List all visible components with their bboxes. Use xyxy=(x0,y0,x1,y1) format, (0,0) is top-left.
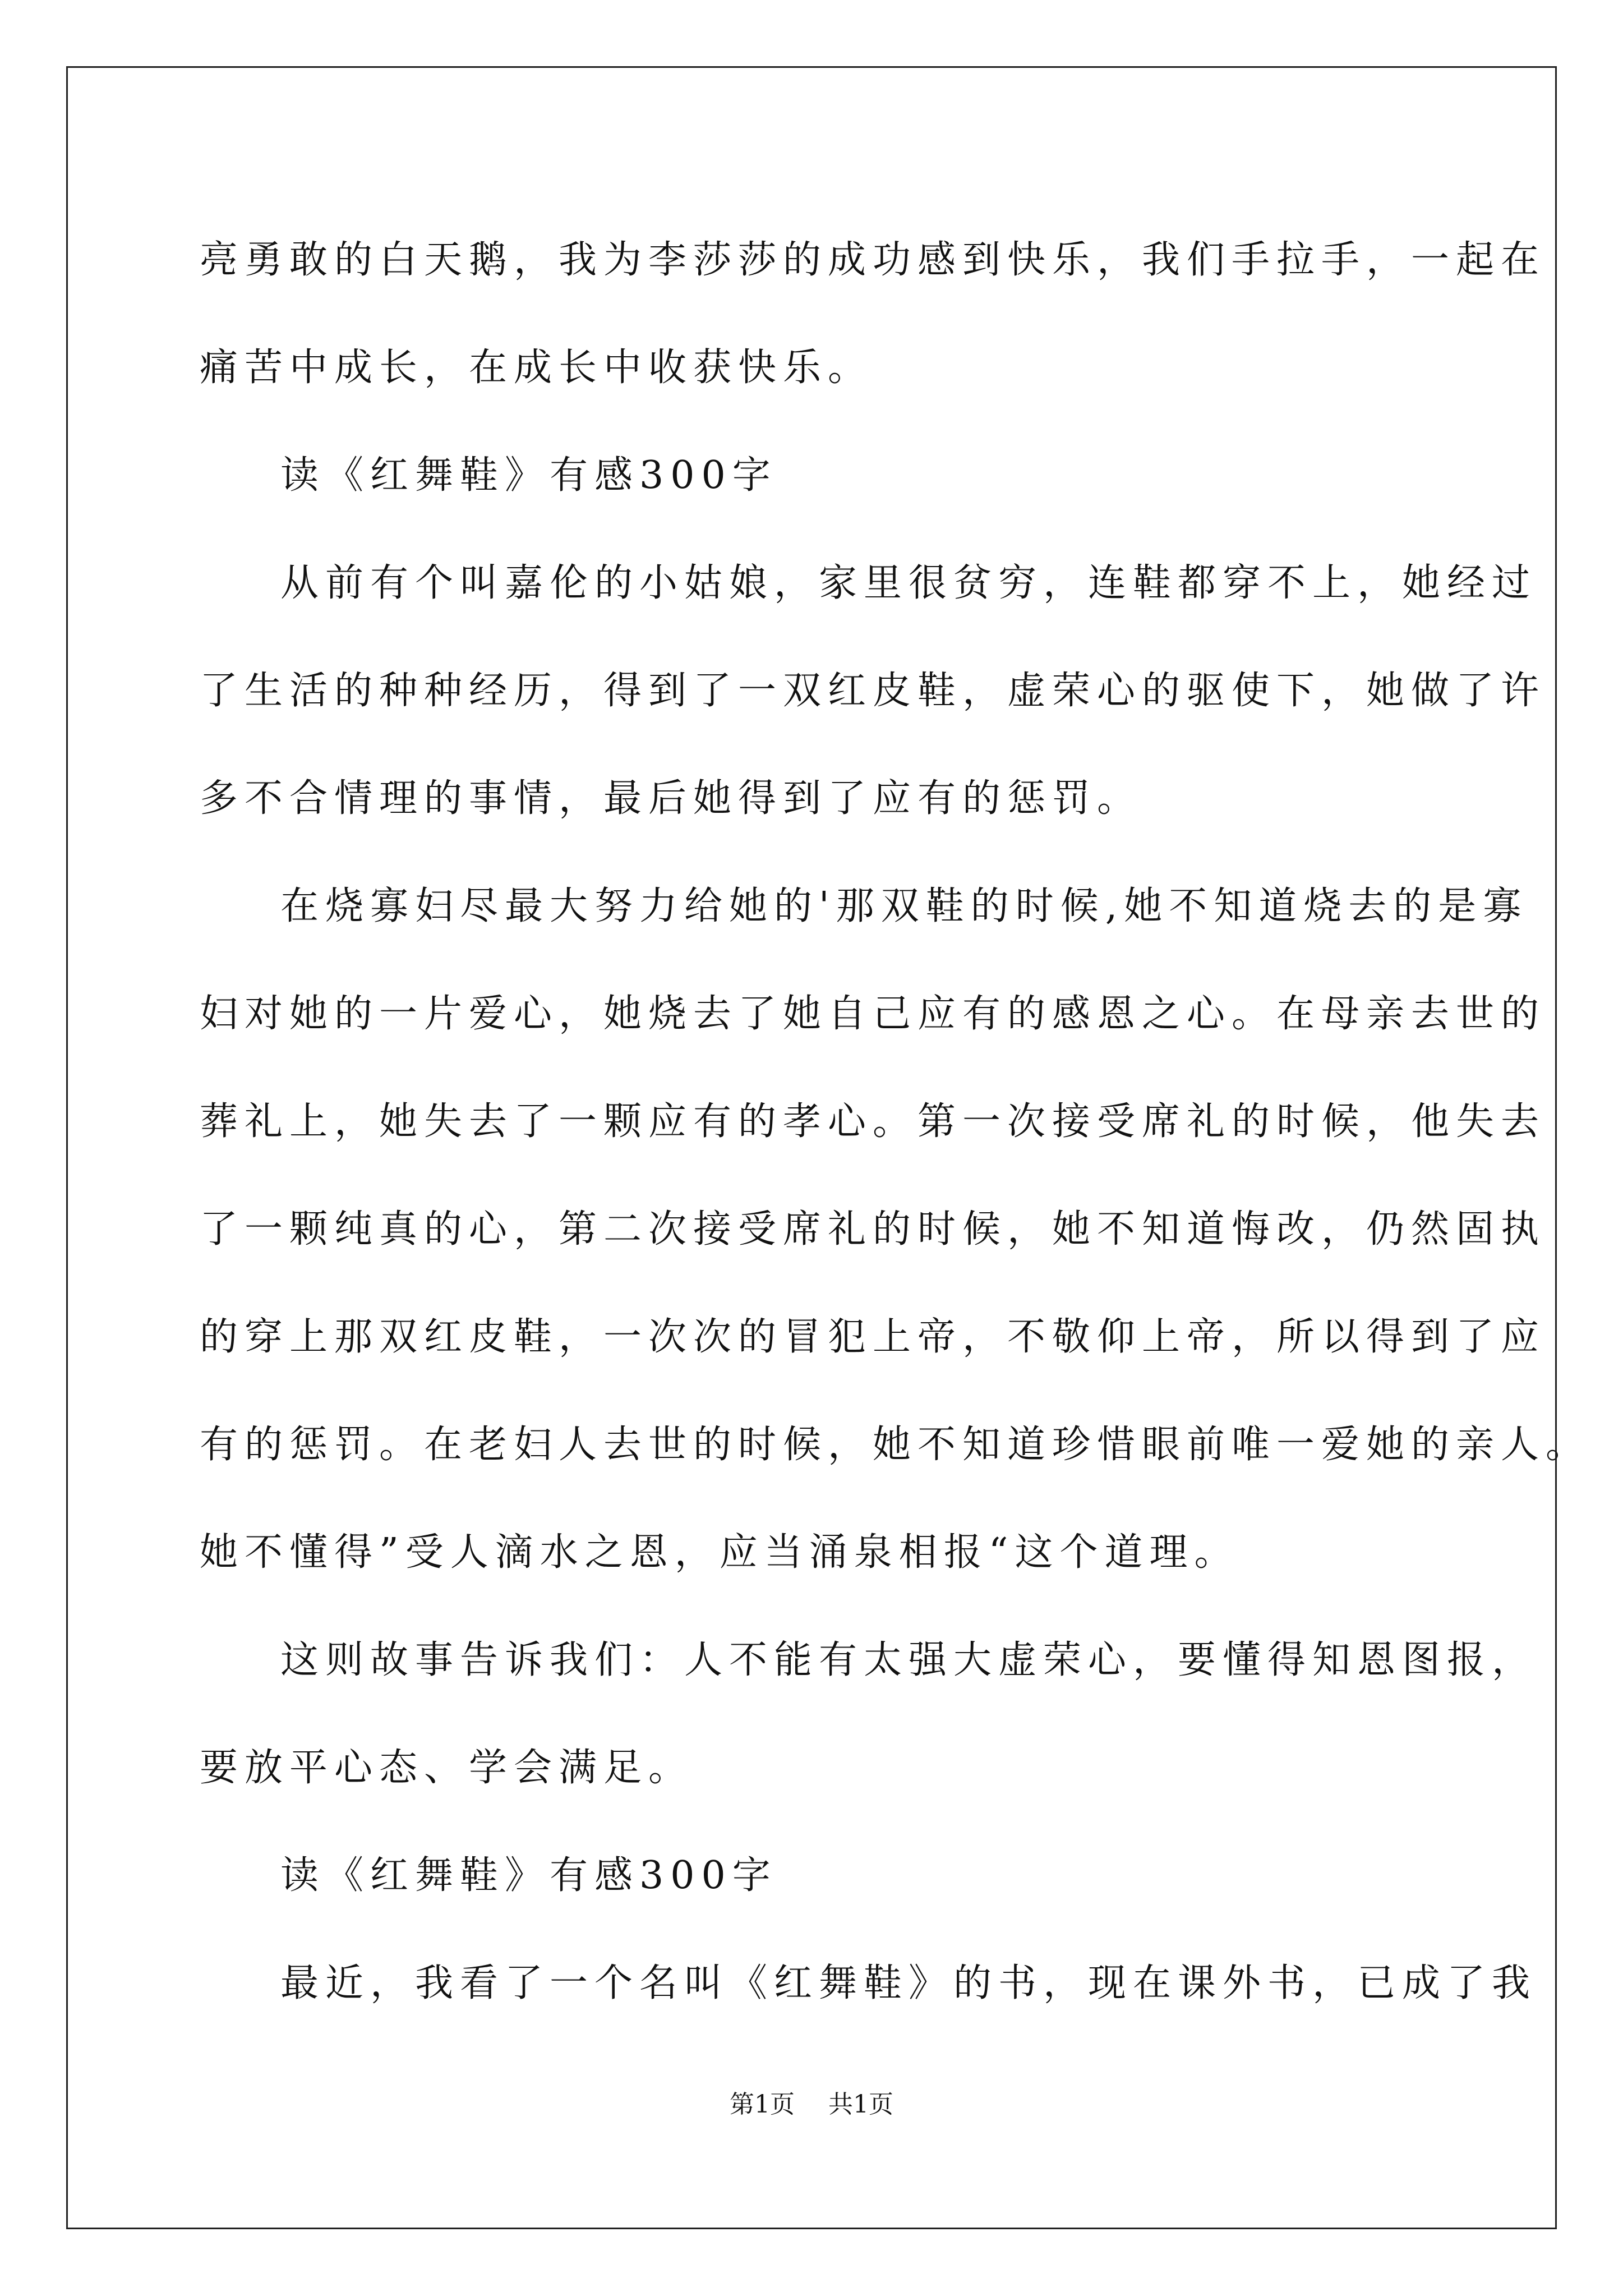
text-line-8: 妇对她的一片爱心，她烧去了她自己应有的感恩之心。在母亲去世的 xyxy=(200,992,1546,1036)
text-line-6: 多不合情理的事情，最后她得到了应有的惩罚。 xyxy=(200,776,1142,821)
text-line-9: 葬礼上，她失去了一颗应有的孝心。第一次接受席礼的时候，他失去 xyxy=(200,1099,1546,1144)
text-line-10: 了一颗纯真的心，第二次接受席礼的时候，她不知道悔改，仍然固执 xyxy=(200,1207,1546,1251)
page-footer xyxy=(0,2088,1623,2122)
text-line-13: 她不懂得”受人滴水之恩，应当涌泉相报“这个道理。 xyxy=(200,1530,1239,1575)
page-total: 共1页 xyxy=(828,2090,893,2119)
text-line-5: 了生活的种种经历，得到了一双红皮鞋，虚荣心的驱使下，她做了许 xyxy=(200,669,1546,713)
document-body xyxy=(200,206,1591,2037)
text-line-14: 这则故事告诉我们：人不能有太强大虚荣心，要懂得知恩图报， xyxy=(280,1638,1537,1682)
text-line-7: 在烧寡妇尽最大努力给她的'那双鞋的时候,她不知道烧去的是寡 xyxy=(280,884,1528,928)
section-heading: 读《红舞鞋》有感300字 xyxy=(280,453,777,498)
section-heading: 读《红舞鞋》有感300字 xyxy=(280,1853,777,1898)
text-line-11: 的穿上那双红皮鞋，一次次的冒犯上帝，不敬仰上帝，所以得到了应 xyxy=(200,1315,1546,1359)
text-line-15: 要放平心态、学会满足。 xyxy=(200,1746,694,1790)
text-line-12: 有的惩罚。在老妇人去世的时候，她不知道珍惜眼前唯一爱她的亲人。 xyxy=(200,1423,1591,1467)
text-line-2: 痛苦中成长，在成长中收获快乐。 xyxy=(200,346,873,390)
text-line-4: 从前有个叫嘉伦的小姑娘，家里很贫穷，连鞋都穿不上，她经过 xyxy=(280,561,1537,605)
text-line-1: 亮勇敢的白天鹅，我为李莎莎的成功感到快乐，我们手拉手，一起在 xyxy=(200,238,1546,282)
text-line-17: 最近，我看了一个名叫《红舞鞋》的书，现在课外书，已成了我 xyxy=(280,1961,1537,2005)
page-number: 第1页 xyxy=(730,2090,795,2119)
